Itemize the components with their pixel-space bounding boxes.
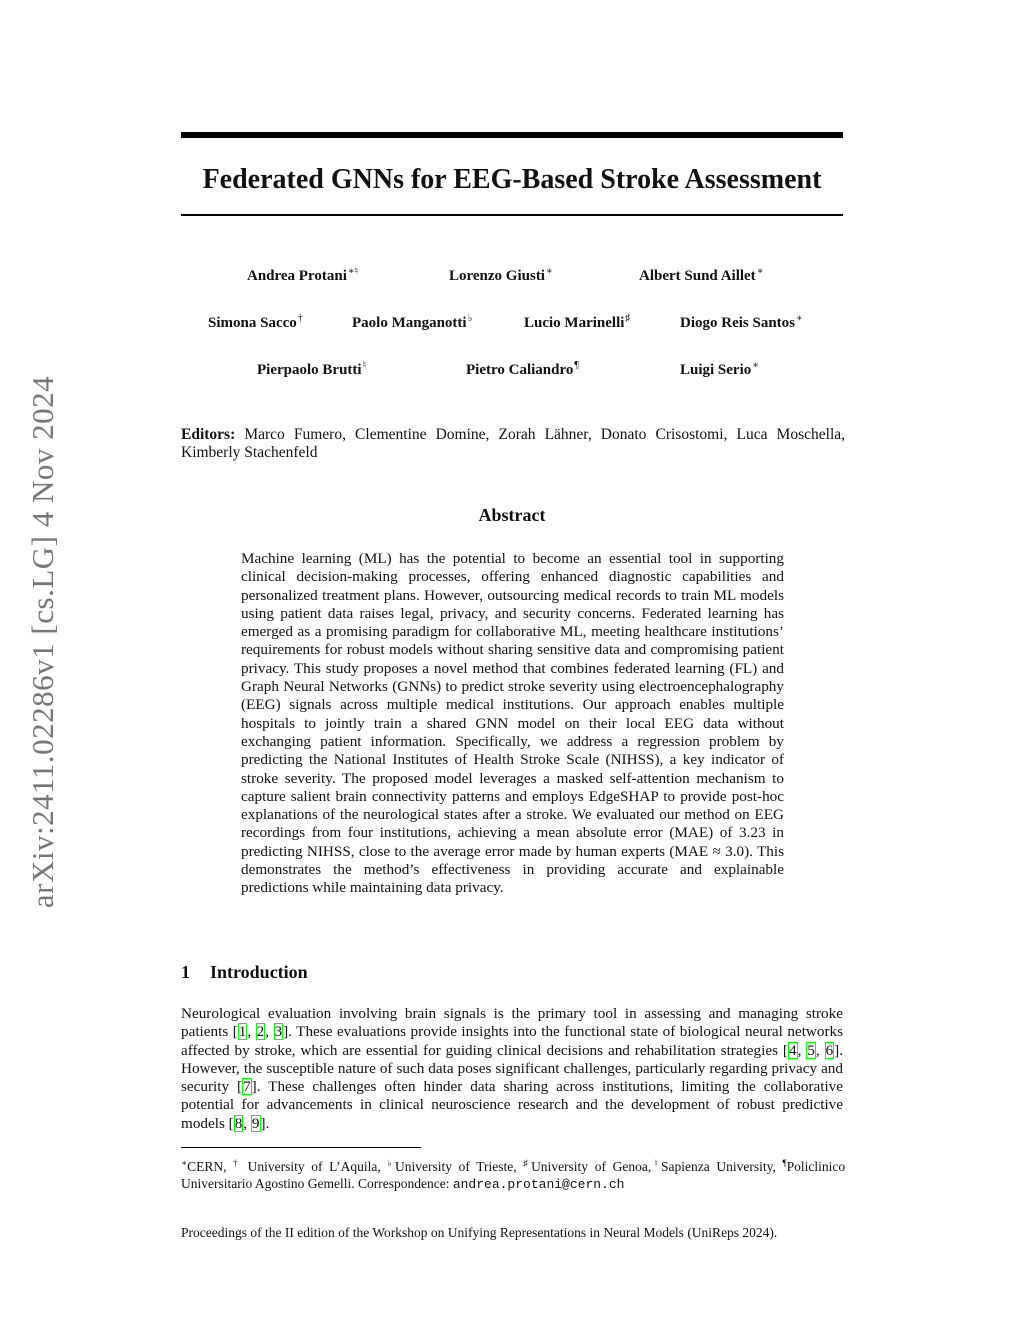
author: Diogo Reis Santos∗ <box>680 313 803 331</box>
editors-names: Marco Fumero, Clementine Domine, Zorah Lähner, Donato Crisostomi, Luca Moschella, Kimberly Stachenfeld <box>181 426 845 461</box>
author: Lorenzo Giusti∗ <box>449 266 553 284</box>
citation-link[interactable]: 4 <box>788 1041 797 1059</box>
editors-line <box>181 426 845 462</box>
author: Albert Sund Aillet∗ <box>639 266 764 284</box>
citation-link[interactable]: 3 <box>274 1023 283 1041</box>
author: Lucio Marinelli♯ <box>524 313 631 331</box>
citation-link[interactable]: 7 <box>243 1078 251 1096</box>
proceedings-note: Proceedings of the II edition of the Workshop on Unifying Representations in Neural Models (UniReps 2024). <box>181 1225 778 1240</box>
citation-link[interactable]: 1 <box>238 1023 247 1041</box>
title-top-rule <box>181 132 843 138</box>
section-title: Introduction <box>210 962 308 982</box>
citation-link[interactable]: 5 <box>807 1041 815 1059</box>
affiliations-footnote: ∗CERN, † University of L’Aquila, ♭University of Trieste, ♯University of Genoa,♮Sapienza University, ¶Policlinico Universitario Agostino Gemelli. Correspondence: andrea.protani@cern.ch <box>181 1158 846 1192</box>
abstract-heading: Abstract <box>478 505 546 525</box>
author: Luigi Serio∗ <box>680 360 760 378</box>
citation-link[interactable]: 6 <box>825 1041 834 1059</box>
arxiv-identifier: arXiv:2411.02286v1 [cs.LG] 4 Nov 2024 <box>25 375 60 909</box>
author: Pierpaolo Brutti♮ <box>257 360 367 378</box>
footnote-rule <box>181 1147 421 1148</box>
abstract-text: Machine learning (ML) has the potential to become an essential tool in supporting clinical decision-making processes, offering enhanced diagnostic capabilities and personalized treatment plans. However, outsourcing medical records to train ML models using patient data raises legal, privacy, and security concerns. Federated learning has emerged as a promising paradigm for collaborative ML, meeting healthcare institutions’ requirements for robust models without sharing sensitive data and compromising patient privacy. This study proposes a novel method that combines federated learning (FL) and Graph Neural Networks (GNNs) to predict stroke severity using electroencephalography (EEG) signals across multiple medical institutions. Our approach enables multiple hospitals to jointly train a shared GNN model on their local EEG data without exchanging patient information. Specifically, we address a regression problem by predicting the National Institutes of Health Stroke Scale (NIHSS), a key indicator of stroke severity. The proposed model leverages a masked self-attention mechanism to capture salient brain connectivity patterns and employs EdgeSHAP to provide post-hoc explanations of the neurological states after a stroke. We evaluated our method on EEG recordings from four institutions, achieving a mean absolute error (MAE) of 3.23 in predicting NIHSS, close to the average error made by human experts (MAE ≈ 3.0). This demonstrates the method’s effectiveness in providing accurate and explainable predictions while maintaining data privacy. <box>241 550 784 897</box>
introduction-paragraph: Neurological evaluation involving brain signals is the primary tool in assessing and managing stroke patients [1, 2, 3]. These evaluations provide insights into the functional state of biological neural networks affected by stroke, which are essential for guiding clinical decisions and rehabilitation strategies [4, 5, 6]. However, the susceptible nature of such data poses significant challenges, particularly regarding privacy and security [7]. These challenges often hinder data sharing across institutions, limiting the collaborative potential for advancements in clinical neuroscience research and the development of robust predictive models [8, 9]. <box>181 1005 844 1132</box>
title-bottom-rule <box>181 214 843 216</box>
author: Simona Sacco† <box>208 313 303 331</box>
correspondence-email[interactable]: andrea.protani@cern.ch <box>452 1177 625 1192</box>
citation-link[interactable]: 9 <box>251 1114 260 1132</box>
section-number: 1 <box>181 962 190 982</box>
citation-link[interactable]: 8 <box>234 1114 243 1132</box>
citation-link[interactable]: 2 <box>256 1023 265 1041</box>
section-heading <box>181 961 308 983</box>
editors-label: Editors: <box>181 426 236 443</box>
author: Pietro Caliandro¶ <box>466 360 579 378</box>
paper-title: Federated GNNs for EEG-Based Stroke Assessment <box>202 164 822 195</box>
author: Andrea Protani∗♮ <box>247 266 359 284</box>
author: Paolo Manganotti♭ <box>352 313 473 331</box>
